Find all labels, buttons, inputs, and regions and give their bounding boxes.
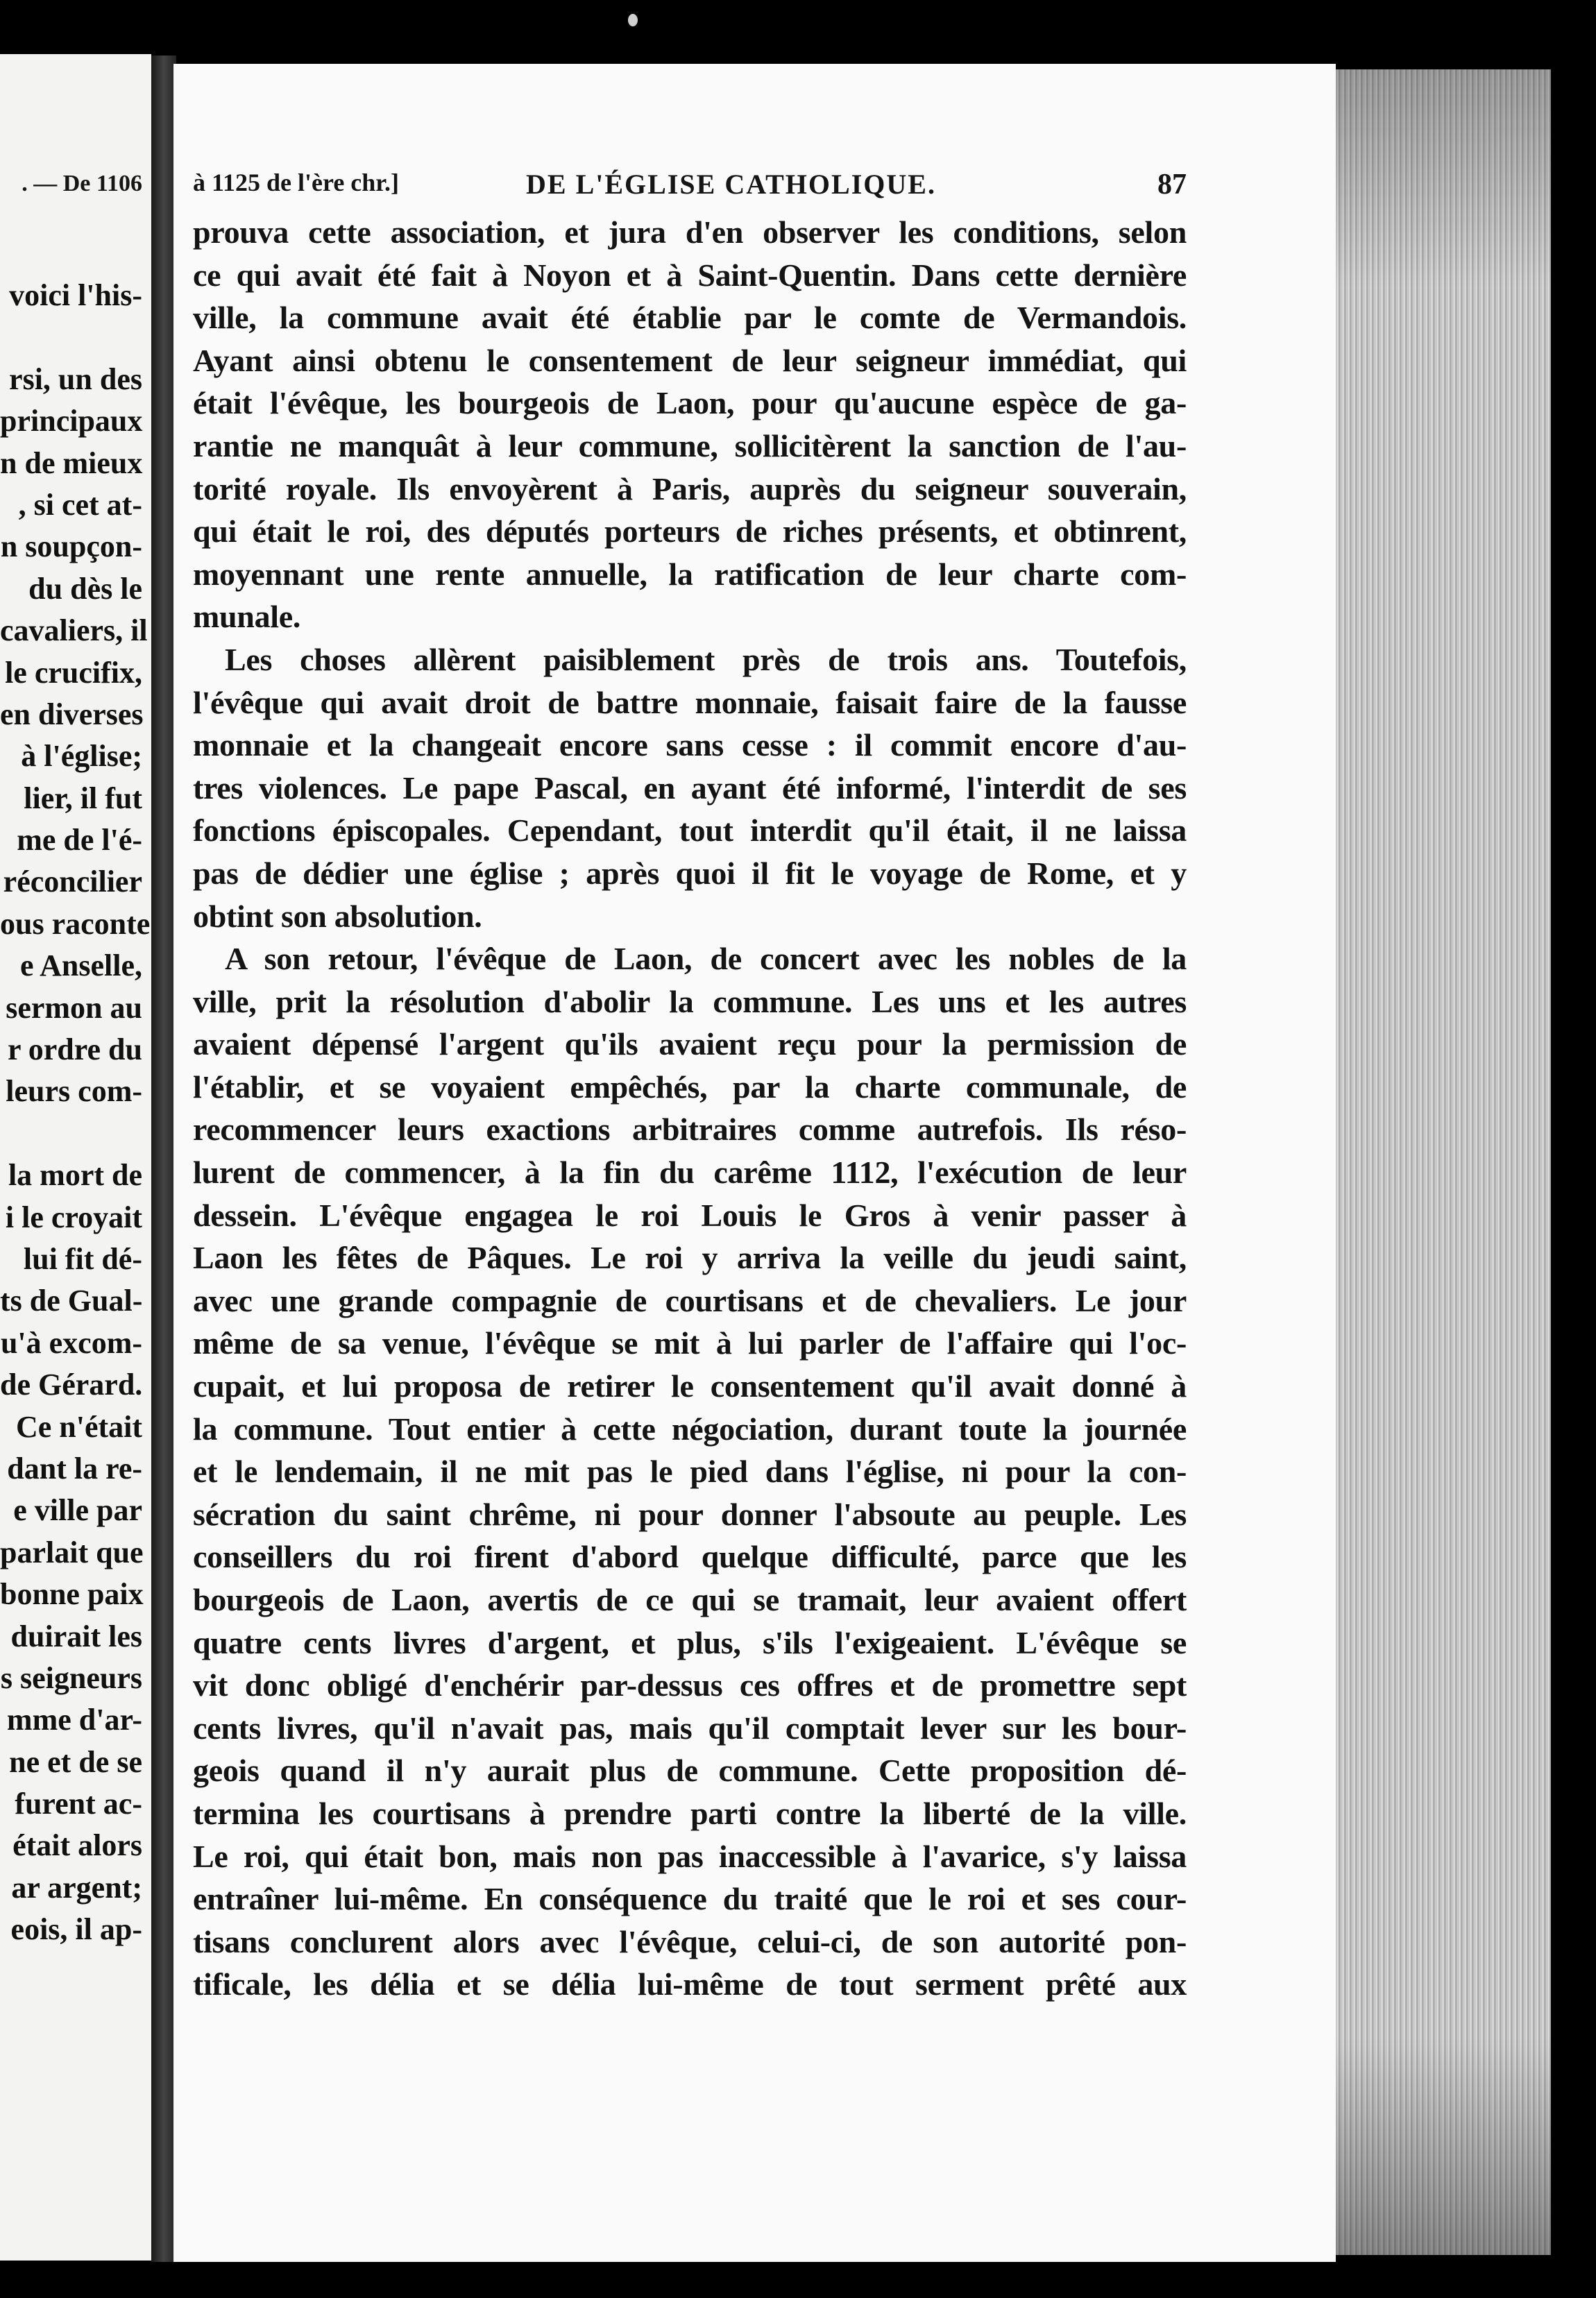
body-text-line: quatre cents livres d'argent, et plus, s'ils l'exigeaient. L'évêque se bbox=[193, 1624, 1187, 1660]
body-text-line: cupait, et lui proposa de retirer le consentement qu'il avait donné à bbox=[193, 1368, 1187, 1404]
body-text-line: entraîner lui-même. En conséquence du traité que le roi et ses cour- bbox=[193, 1881, 1187, 1917]
left-page-line: parlait que bbox=[0, 1535, 144, 1569]
left-page-line: cavaliers, il bbox=[0, 613, 148, 648]
body-text-line: prouva cette association, et jura d'en observer les conditions, selon bbox=[193, 214, 1187, 250]
left-page-line: était alors bbox=[12, 1828, 142, 1863]
body-text-line: dessein. L'évêque engagea le roi Louis le Gros à venir passer à bbox=[193, 1197, 1187, 1233]
body-text-line: recommencer leurs exactions arbitraires comme autrefois. Ils réso- bbox=[193, 1112, 1187, 1148]
running-head bbox=[193, 168, 1187, 212]
left-page-line: du dès le bbox=[28, 571, 142, 606]
running-head-title: DE L'ÉGLISE CATHOLIQUE. bbox=[526, 169, 936, 200]
page-number: 87 bbox=[1157, 169, 1187, 201]
left-page-line: dant la re- bbox=[7, 1451, 142, 1486]
left-page-line: n soupçon- bbox=[0, 529, 142, 564]
body-text-line: monnaie et la changeait encore sans cesse : il commit encore d'au- bbox=[193, 727, 1187, 763]
left-page-line: , si cet at- bbox=[18, 487, 142, 522]
body-text-line: fonctions épiscopales. Cependant, tout interdit qu'il était, il ne laissa bbox=[193, 812, 1187, 849]
body-text-line: torité royale. Ils envoyèrent à Paris, auprès du seigneur souverain, bbox=[193, 470, 1187, 507]
left-page-line bbox=[0, 316, 142, 358]
left-page-line: en diverses bbox=[0, 697, 144, 731]
body-text-line: était l'évêque, les bourgeois de Laon, pour qu'aucune espèce de ga- bbox=[193, 385, 1187, 421]
body-text-line: Ayant ainsi obtenu le consentement de leur seigneur immédiat, qui bbox=[193, 342, 1187, 378]
left-page-line: ts de Gual- bbox=[0, 1284, 143, 1318]
body-text-line: munale. bbox=[193, 599, 301, 635]
body-text-line: termina les courtisans à prendre parti contre la liberté de la ville. bbox=[193, 1795, 1187, 1831]
left-page-line bbox=[0, 1113, 142, 1155]
book-gutter bbox=[151, 56, 176, 2262]
left-page-line: à l'église; bbox=[21, 739, 142, 774]
left-page-line: lui fit dé- bbox=[23, 1241, 142, 1276]
body-text-line: bourgeois de Laon, avertis de ce qui se tramait, leur avaient offert bbox=[193, 1582, 1187, 1617]
left-page-line: i le croyait bbox=[5, 1200, 142, 1234]
body-text-line: tres violences. Le pape Pascal, en ayant été informé, l'interdit de ses bbox=[193, 769, 1187, 806]
body-text-line: la commune. Tout entier à cette négociation, durant toute la journée bbox=[193, 1411, 1187, 1447]
body-text-line: Laon les fêtes de Pâques. Le roi y arriva la veille du jeudi saint, bbox=[193, 1240, 1187, 1276]
body-text-line: cents livres, qu'il n'avait pas, mais qu'il comptait lever sur les bour- bbox=[193, 1710, 1187, 1746]
body-text-line: qui était le roi, des députés porteurs de riches présents, et obtinrent, bbox=[193, 513, 1187, 550]
body-text-line: obtint son absolution. bbox=[193, 898, 482, 934]
left-page-line: eois, il ap- bbox=[10, 1912, 142, 1947]
left-page-line: e Anselle, bbox=[20, 948, 142, 983]
left-page-line: duirait les bbox=[10, 1619, 142, 1653]
body-text-line: ce qui avait été fait à Noyon et à Saint-Quentin. Dans cette dernière bbox=[193, 257, 1187, 293]
running-head-date-range: à 1125 de l'ère chr.] bbox=[193, 169, 399, 196]
left-facing-page bbox=[0, 54, 151, 2261]
body-text bbox=[193, 211, 1187, 2006]
body-text-line: lurent de commencer, à la fin du carême 1112, l'exécution de leur bbox=[193, 1155, 1187, 1191]
body-text-line: geois quand il n'y aurait plus de commune. Cette proposition dé- bbox=[193, 1753, 1187, 1789]
body-text-line: rantie ne manquât à leur commune, sollicitèrent la sanction de l'au- bbox=[193, 427, 1187, 463]
page-edge-shadow bbox=[1336, 69, 1551, 2255]
body-text-line: et le lendemain, il ne mit pas le pied dans l'église, ni pour la con- bbox=[193, 1454, 1187, 1490]
left-page-line: réconcilier bbox=[3, 865, 142, 899]
body-text-line: l'établir, et se voyaient empêchés, par la charte communale, de bbox=[193, 1069, 1187, 1105]
left-page-line: mme d'ar- bbox=[6, 1703, 142, 1737]
body-text-line: avec une grande compagnie de courtisans et de chevaliers. Le jour bbox=[193, 1282, 1187, 1318]
body-text-line: tificale, les délia et se délia lui-même de tout serment prêté aux bbox=[193, 1966, 1187, 2002]
left-page-line: ne et de se bbox=[9, 1744, 142, 1779]
body-text-line: sécration du saint chrême, ni pour donner l'absoute au peuple. Les bbox=[193, 1496, 1187, 1532]
left-page-line: bonne paix bbox=[0, 1577, 144, 1612]
body-text-line: avaient dépensé l'argent qu'ils avaient reçu pour la permission de bbox=[193, 1026, 1187, 1062]
left-page-line: n de mieux bbox=[0, 445, 143, 480]
left-page-running-head: . — De 1106 bbox=[22, 171, 142, 196]
scan-speck bbox=[628, 14, 638, 26]
body-text-line: l'évêque qui avait droit de battre monnaie, faisait faire de la fausse bbox=[193, 684, 1187, 720]
left-page-line: principaux bbox=[0, 404, 143, 439]
body-text-line: ville, la commune avait été établie par le comte de Vermandois. bbox=[193, 300, 1187, 336]
left-page-text bbox=[0, 275, 151, 1951]
left-page-line: rsi, un des bbox=[9, 361, 142, 396]
left-page-line: me de l'é- bbox=[17, 823, 142, 858]
left-page-line: sermon au bbox=[6, 990, 142, 1025]
left-page-line: le crucifix, bbox=[5, 655, 142, 690]
left-page-line: s seigneurs bbox=[0, 1660, 142, 1695]
left-page-line: voici l'his- bbox=[9, 278, 142, 312]
body-text-line: pas de dédier une église ; après quoi il fit le voyage de Rome, et y bbox=[193, 855, 1187, 891]
left-page-line: ar argent; bbox=[11, 1870, 142, 1905]
left-page-line: u'à excom- bbox=[0, 1325, 142, 1360]
body-text-line: Les choses allèrent paisiblement près de trois ans. Toutefois, bbox=[225, 641, 1187, 677]
body-text-line: conseillers du roi firent d'abord quelque difficulté, parce que les bbox=[193, 1539, 1187, 1575]
left-page-line: r ordre du bbox=[8, 1032, 142, 1067]
left-page-line: furent ac- bbox=[15, 1787, 142, 1821]
body-text-line: vit donc obligé d'enchérir par-dessus ces offres et de promettre sept bbox=[193, 1667, 1187, 1703]
body-text-line: moyennant une rente annuelle, la ratification de leur charte com- bbox=[193, 556, 1187, 592]
left-page-line: la mort de bbox=[8, 1158, 142, 1193]
left-page-line: ous raconte bbox=[0, 906, 151, 941]
body-text-line: A son retour, l'évêque de Laon, de concert avec les nobles de la bbox=[225, 941, 1187, 977]
left-page-line: e ville par bbox=[13, 1493, 142, 1528]
body-text-line: tisans conclurent alors avec l'évêque, celui-ci, de son autorité pon- bbox=[193, 1923, 1187, 1959]
body-text-line: même de sa venue, l'évêque se mit à lui parler de l'affaire qui l'oc- bbox=[193, 1325, 1187, 1361]
left-page-line: leurs com- bbox=[6, 1074, 142, 1109]
main-page bbox=[173, 64, 1336, 2262]
body-text-line: Le roi, qui était bon, mais non pas inaccessible à l'avarice, s'y laissa bbox=[193, 1838, 1187, 1874]
body-text-line: ville, prit la résolution d'abolir la commune. Les uns et les autres bbox=[193, 983, 1187, 1019]
left-page-line: lier, il fut bbox=[24, 781, 142, 815]
left-page-line: Ce n'était bbox=[15, 1409, 142, 1444]
left-page-line: de Gérard. bbox=[0, 1368, 143, 1402]
